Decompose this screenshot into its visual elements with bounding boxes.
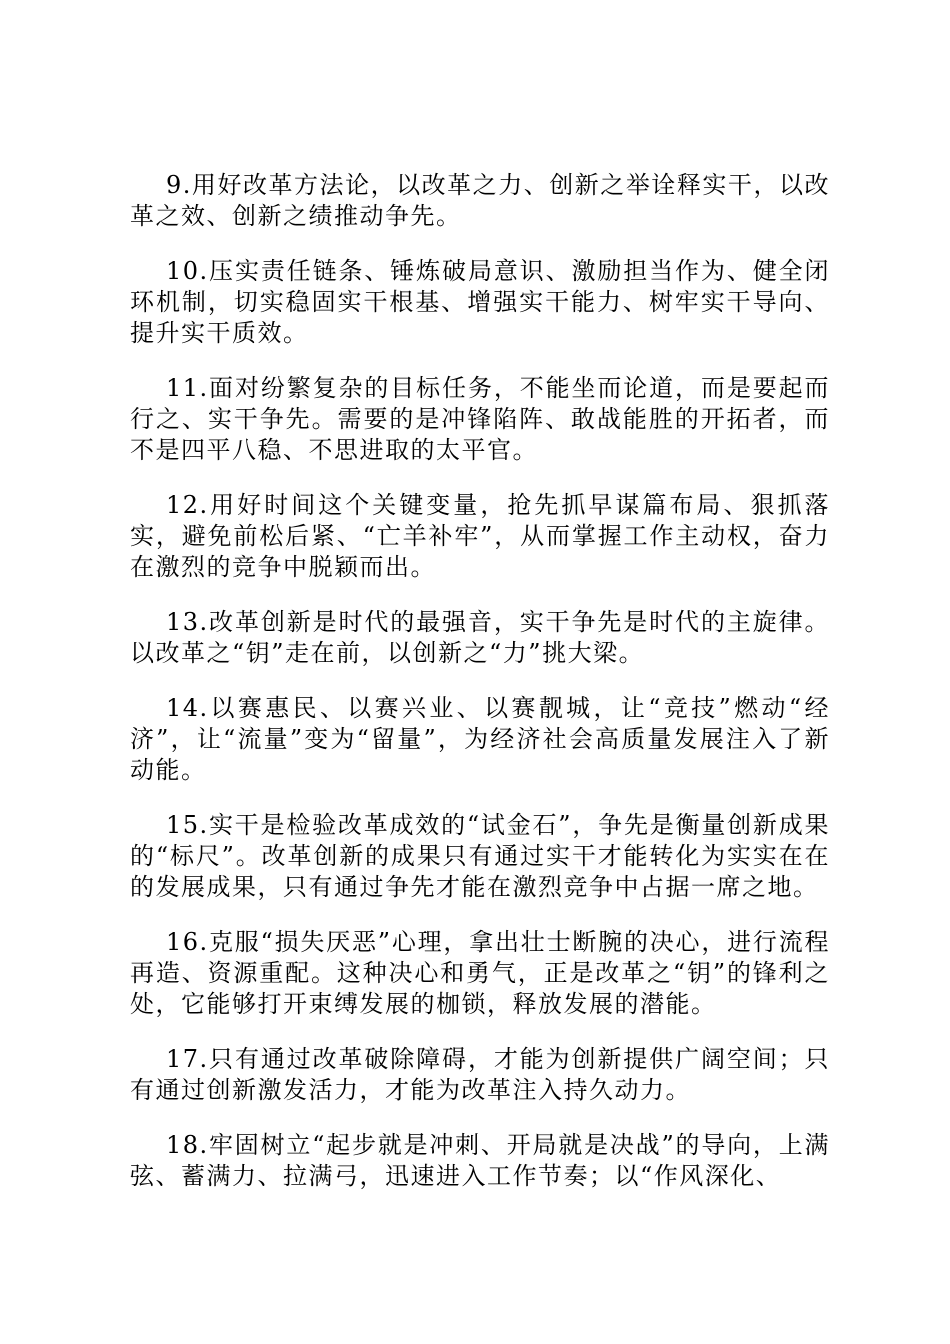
paragraph-13: 13.改革创新是时代的最强音，实干争先是时代的主旋律。以改革之“钥”走在前，以创新之“力”挑大梁。 — [130, 608, 830, 667]
paragraph-18: 18.牢固树立“起步就是冲刺、开局就是决战”的导向，上满弦、蓄满力、拉满弓，迅速进入工作节奏；以“作风深化、 — [130, 1131, 830, 1190]
document-body — [130, 170, 830, 1216]
paragraph-11: 11.面对纷繁复杂的目标任务，不能坐而论道，而是要起而行之、实干争先。需要的是冲锋陷阵、敢战能胜的开拓者，而不是四平八稳、不思进取的太平官。 — [130, 374, 830, 464]
paragraph-10: 10.压实责任链条、锤炼破局意识、激励担当作为、健全闭环机制，切实稳固实干根基、增强实干能力、树牢实干导向、提升实干质效。 — [130, 257, 830, 347]
paragraph-16: 16.克服“损失厌恶”心理，拿出壮士断腕的决心，进行流程再造、资源重配。这种决心和勇气，正是改革之“钥”的锋利之处，它能够打开束缚发展的枷锁，释放发展的潜能。 — [130, 928, 830, 1018]
paragraph-15: 15.实干是检验改革成效的“试金石”，争先是衡量创新成果的“标尺”。改革创新的成果只有通过实干才能转化为实实在在的发展成果，只有通过争先才能在激烈竞争中占据一席之地。 — [130, 811, 830, 901]
paragraph-17: 17.只有通过改革破除障碍，才能为创新提供广阔空间；只有通过创新激发活力，才能为改革注入持久动力。 — [130, 1045, 830, 1104]
paragraph-12: 12.用好时间这个关键变量，抢先抓早谋篇布局、狠抓落实，避免前松后紧、“亡羊补牢”，从而掌握工作主动权，奋力在激烈的竞争中脱颖而出。 — [130, 491, 830, 581]
paragraph-14: 14.以赛惠民、以赛兴业、以赛靓城，让“竞技”燃动“经济”，让“流量”变为“留量”，为经济社会高质量发展注入了新动能。 — [130, 694, 830, 784]
paragraph-9: 9.用好改革方法论，以改革之力、创新之举诠释实干，以改革之效、创新之绩推动争先。 — [130, 171, 830, 230]
